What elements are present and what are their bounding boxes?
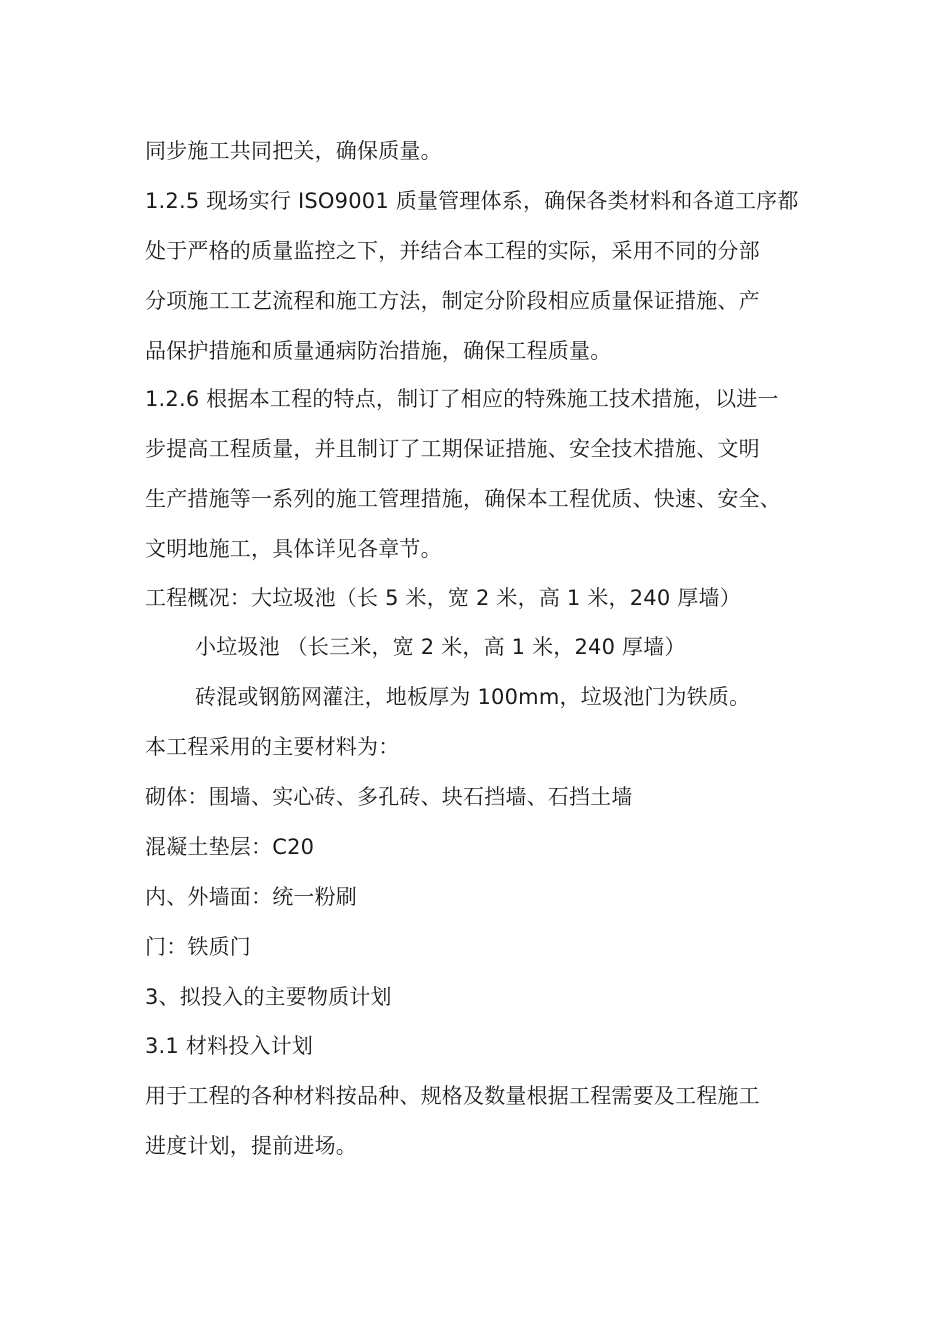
section-1-2-6-line: 1.2.6 根据本工程的特点，制订了相应的特殊施工技术措施，以进一 [145, 387, 779, 411]
materials-heading: 本工程采用的主要材料为： [145, 735, 400, 759]
construction-note-line: 砖混或钢筋网灌注，地板厚为 100mm，垃圾池门为铁质。 [195, 685, 751, 709]
paragraph-line: 品保护措施和质量通病防治措施，确保工程质量。 [145, 339, 612, 363]
small-pool-line: 小垃圾池 （长三米，宽 2 米，高 1 米，240 厚墙） [195, 635, 686, 659]
section-3-heading: 3、拟投入的主要物质计划 [145, 985, 392, 1009]
paragraph-line: 处于严格的质量监控之下，并结合本工程的实际，采用不同的分部 [145, 239, 760, 263]
paragraph-line: 生产措施等一系列的施工管理措施，确保本工程优质、快速、安全、 [145, 487, 781, 511]
paragraph-line: 步提高工程质量，并且制订了工期保证措施、安全技术措施、文明 [145, 437, 760, 461]
paragraph-line: 文明地施工，具体详见各章节。 [145, 537, 442, 561]
section-1-2-5-line: 1.2.5 现场实行 ISO9001 质量管理体系，确保各类材料和各道工序都 [145, 189, 799, 213]
wall-finish-line: 内、外墙面：统一粉刷 [145, 885, 357, 909]
project-overview-line: 工程概况：大垃圾池（长 5 米，宽 2 米，高 1 米，240 厚墙） [145, 586, 741, 610]
concrete-line: 混凝土垫层：C20 [145, 835, 315, 859]
door-line: 门：铁质门 [145, 935, 251, 959]
paragraph-line: 用于工程的各种材料按品种、规格及数量根据工程需要及工程施工 [145, 1084, 760, 1108]
paragraph-line: 同步施工共同把关，确保质量。 [145, 139, 442, 163]
masonry-line: 砌体：围墙、实心砖、多孔砖、块石挡墙、石挡土墙 [145, 785, 633, 809]
section-3-1-heading: 3.1 材料投入计划 [145, 1034, 314, 1058]
paragraph-line: 进度计划，提前进场。 [145, 1134, 357, 1158]
paragraph-line: 分项施工工艺流程和施工方法，制定分阶段相应质量保证措施、产 [145, 289, 760, 313]
